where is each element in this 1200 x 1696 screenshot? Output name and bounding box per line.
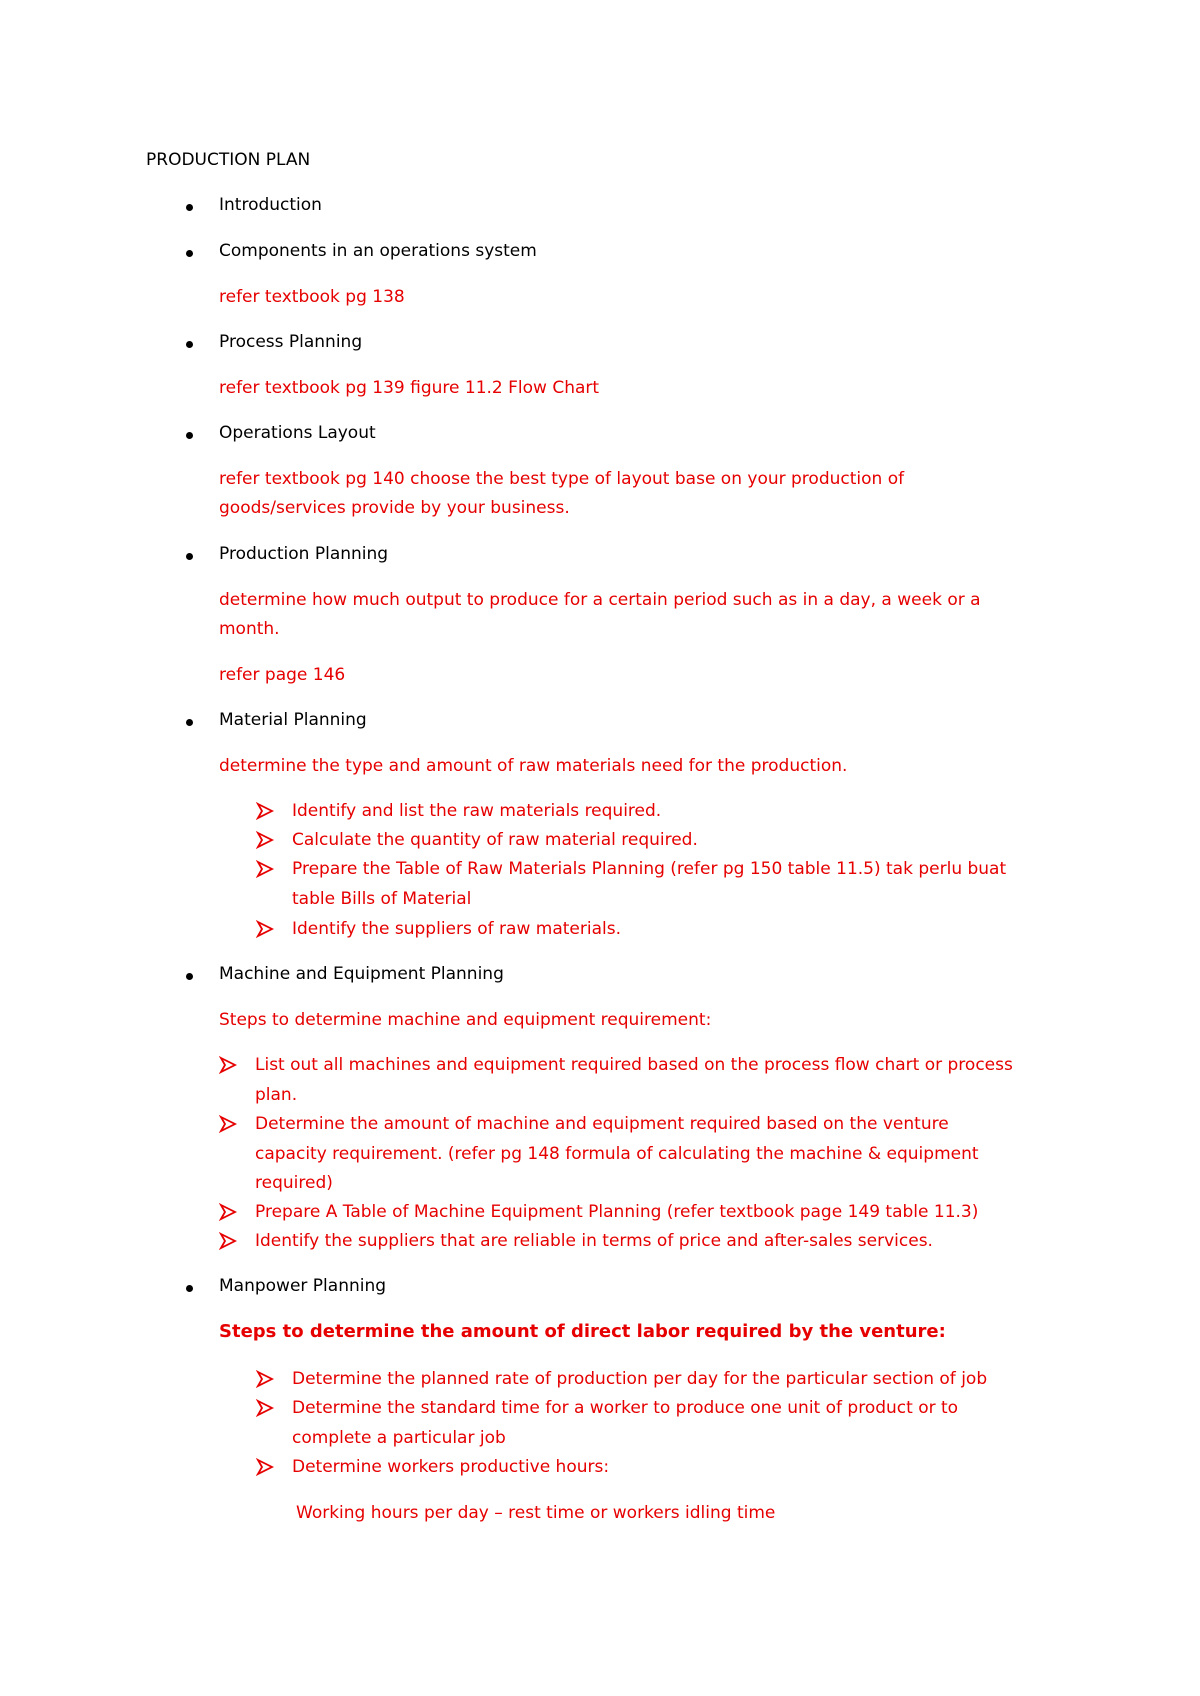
document-title: PRODUCTION PLAN <box>146 150 311 170</box>
section-heading-material-planning: Material Planning <box>219 710 367 730</box>
list-item: Identify the suppliers of raw materials. <box>292 919 621 939</box>
arrow-bullet-icon <box>219 1115 237 1133</box>
section-note: refer page 146 <box>219 665 346 685</box>
section-note: refer textbook pg 139 figure 11.2 Flow Chart <box>219 378 600 398</box>
bullet-icon <box>186 973 193 980</box>
bullet-icon <box>186 553 193 560</box>
section-heading-introduction: Introduction <box>219 195 322 215</box>
list-item: Calculate the quantity of raw material required. <box>292 830 698 850</box>
section-note: determine the type and amount of raw materials need for the production. <box>219 756 848 776</box>
list-item: Determine the planned rate of production per day for the particular section of job <box>292 1369 988 1389</box>
list-item-continuation: plan. <box>255 1085 298 1105</box>
section-heading-manpower-planning: Manpower Planning <box>219 1276 387 1296</box>
section-note: determine how much output to produce for a certain period such as in a day, a week or a <box>219 590 981 610</box>
list-item: Determine the amount of machine and equipment required based on the venture <box>255 1114 949 1134</box>
list-item-continuation: required) <box>255 1173 333 1193</box>
arrow-bullet-icon <box>256 802 274 820</box>
section-heading-production-planning: Production Planning <box>219 544 389 564</box>
list-item: Identify the suppliers that are reliable in terms of price and after-sales services. <box>255 1231 933 1251</box>
bullet-icon <box>186 341 193 348</box>
formula-text: Working hours per day – rest time or workers idling time <box>296 1503 776 1523</box>
section-note: month. <box>219 619 280 639</box>
list-item: List out all machines and equipment required based on the process flow chart or process <box>255 1055 1013 1075</box>
list-item: Determine the standard time for a worker to produce one unit of product or to <box>292 1398 959 1418</box>
arrow-bullet-icon <box>256 831 274 849</box>
list-item-continuation: complete a particular job <box>292 1428 506 1448</box>
bullet-icon <box>186 432 193 439</box>
bullet-icon <box>186 719 193 726</box>
section-note-emphasis: Steps to determine the amount of direct labor required by the venture: <box>219 1321 946 1342</box>
arrow-bullet-icon <box>256 860 274 878</box>
arrow-bullet-icon <box>256 920 274 938</box>
list-item: Prepare the Table of Raw Materials Planning (refer pg 150 table 11.5) tak perlu buat <box>292 859 1007 879</box>
section-note: refer textbook pg 138 <box>219 287 405 307</box>
section-heading-machine-equipment-planning: Machine and Equipment Planning <box>219 964 504 984</box>
section-heading-process-planning: Process Planning <box>219 332 363 352</box>
bullet-icon <box>186 1285 193 1292</box>
arrow-bullet-icon <box>256 1458 274 1476</box>
bullet-icon <box>186 250 193 257</box>
section-note: Steps to determine machine and equipment requirement: <box>219 1010 712 1030</box>
section-note: goods/services provide by your business. <box>219 498 570 518</box>
list-item: Prepare A Table of Machine Equipment Planning (refer textbook page 149 table 11.3) <box>255 1202 979 1222</box>
arrow-bullet-icon <box>219 1056 237 1074</box>
list-item: Identify and list the raw materials required. <box>292 801 662 821</box>
arrow-bullet-icon <box>256 1370 274 1388</box>
arrow-bullet-icon <box>219 1232 237 1250</box>
list-item: Determine workers productive hours: <box>292 1457 610 1477</box>
list-item-continuation: capacity requirement. (refer pg 148 formula of calculating the machine & equipment <box>255 1144 979 1164</box>
section-note: refer textbook pg 140 choose the best type of layout base on your production of <box>219 469 905 489</box>
bullet-icon <box>186 204 193 211</box>
list-item-continuation: table Bills of Material <box>292 889 472 909</box>
arrow-bullet-icon <box>256 1399 274 1417</box>
section-heading-components: Components in an operations system <box>219 241 537 261</box>
arrow-bullet-icon <box>219 1203 237 1221</box>
section-heading-operations-layout: Operations Layout <box>219 423 376 443</box>
